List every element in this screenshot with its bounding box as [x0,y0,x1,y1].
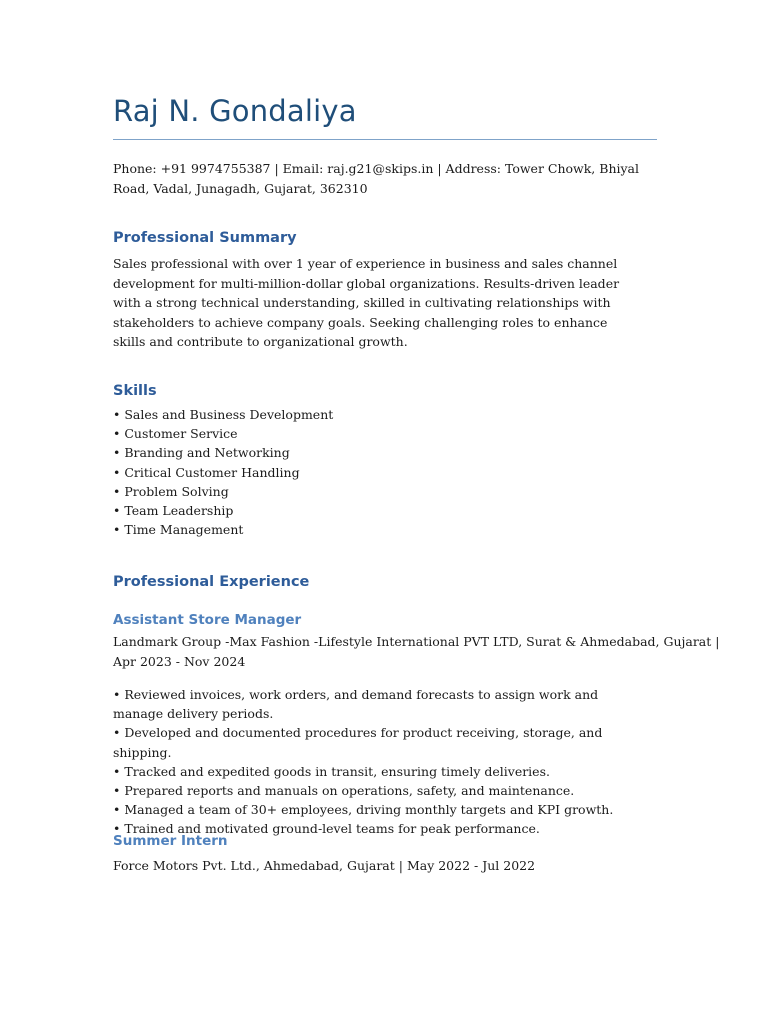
bullet-glyph: • [113,725,121,741]
bullet-glyph: • [113,407,121,422]
skills-list [113,405,513,539]
name-divider [113,139,657,140]
job-duties-list [113,685,633,839]
job-company: Landmark Group -Max Fashion -Lifestyle International PVT LTD, Surat & Ahmedabad, Gujarat | Apr 2023 - Nov 2024 [113,634,720,669]
skill-label: Problem Solving [124,483,229,499]
skill-item [113,482,513,501]
skill-label: Team Leadership [124,503,234,519]
job-title: Assistant Store Manager [113,612,302,628]
skill-label: Critical Customer Handling [124,464,300,480]
skill-item [113,463,513,482]
skill-label: Branding and Networking [124,445,290,461]
summary-text: Sales professional with over 1 year of experience in business and sales channel development for multi-million-dollar global organizations. Results-driven leader with a strong technical understanding, skilled in cultivating relationships with stakeholders to achieve company goals. Seeking challenging roles to enhance skills and contribute to organizational growth. [113,256,620,349]
skill-label: Customer Service [124,426,238,442]
bullet-glyph: • [113,821,121,837]
bullet-glyph: • [113,483,121,499]
bullet-glyph: • [113,464,121,480]
skills-heading: Skills [113,383,157,399]
skill-item [113,405,513,424]
skill-item [113,520,513,539]
duty-item [113,685,633,723]
bullet-glyph: • [113,522,121,538]
job-title: Summer Intern [113,833,228,849]
contact-info: Phone: +91 9974755387 | Email: raj.g21@skips.in | Address: Tower Chowk, Bhiyal Road, Vadal, Junagadh, Gujarat, 362310 [113,161,640,196]
resume-name: Raj N. Gondaliya [113,94,357,128]
skill-label: Sales and Business Development [124,407,334,422]
skill-item [113,424,513,443]
skill-item [113,443,513,462]
duty-item [113,800,633,819]
bullet-glyph: • [113,503,121,519]
bullet-glyph: • [113,426,121,442]
bullet-glyph: • [113,783,121,799]
bullet-glyph: • [113,763,121,779]
summary-heading: Professional Summary [113,230,297,246]
skill-item [113,501,513,520]
bullet-glyph: • [113,802,121,818]
duty-text: Prepared reports and manuals on operations, safety, and maintenance. [124,783,575,799]
duty-item [113,781,633,800]
duty-text: Managed a team of 30+ employees, driving monthly targets and KPI growth. [124,802,614,818]
duty-text: Tracked and expedited goods in transit, ensuring timely deliveries. [124,763,550,779]
duty-text: Trained and motivated ground-level teams for peak performance. [124,821,540,837]
bullet-glyph: • [113,687,121,702]
duty-text: Reviewed invoices, work orders, and demand forecasts to assign work and manage delivery periods. [113,687,599,722]
experience-heading: Professional Experience [113,574,310,590]
duty-text: Developed and documented procedures for product receiving, storage, and shipping. [113,725,603,760]
bullet-glyph: • [113,445,121,461]
job-company: Force Motors Pvt. Ltd., Ahmedabad, Gujarat | May 2022 - Jul 2022 [113,858,536,873]
duty-item [113,723,633,761]
skill-label: Time Management [124,522,244,538]
duty-item [113,762,633,781]
